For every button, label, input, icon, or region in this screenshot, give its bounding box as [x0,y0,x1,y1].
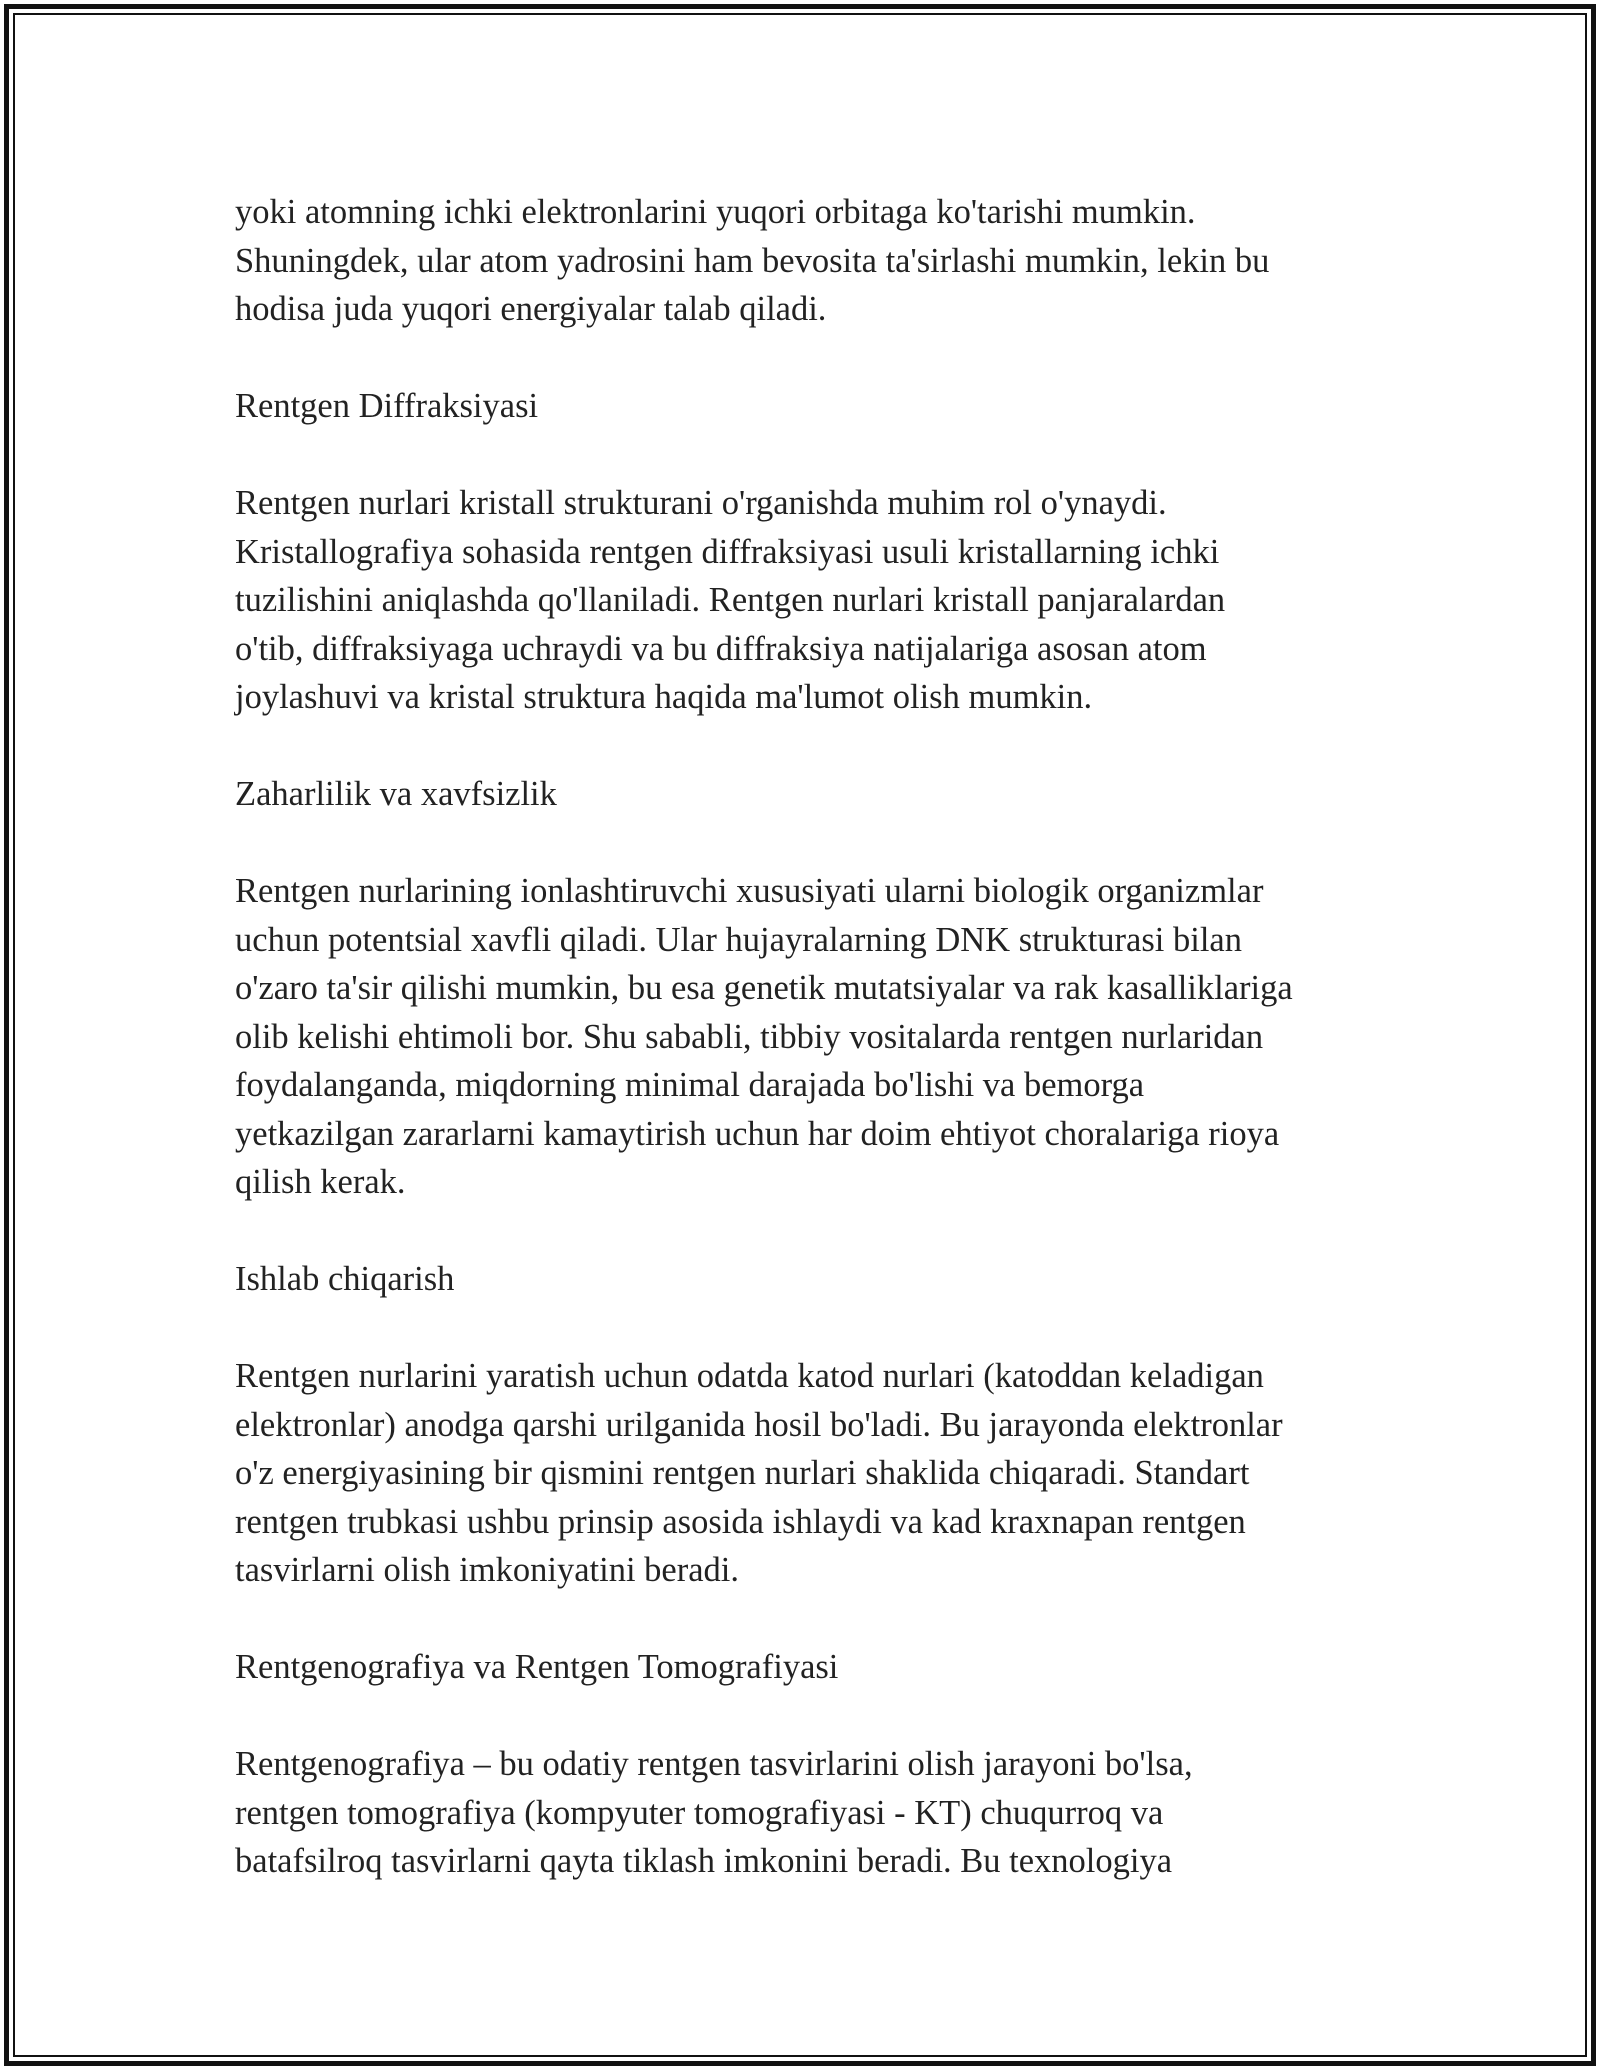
text-line: Zaharlilik va xavfsizlik [235,775,557,813]
text-line: elektronlar) anodga qarshi urilganida hosil bo'ladi. Bu jarayonda elektronlar [235,1405,1283,1444]
text-line: rentgen tomografiya (kompyuter tomografiyasi - KT) chuqurroq va [235,1793,1164,1832]
text-line: rentgen trubkasi ushbu prinsip asosida ishlaydi va kad kraxnapan rentgen [235,1502,1246,1541]
text-line: joylashuvi va kristal struktura haqida ma'lumot olish mumkin. [235,678,1093,716]
text-line: Kristallografiya sohasida rentgen diffraksiyasi usuli kristallarning ichki [235,532,1220,571]
body-paragraph [235,188,1365,334]
text-line: Ishlab chiqarish [235,1260,455,1298]
body-paragraph [235,1352,1365,1595]
text-line: tuzilishini aniqlashda qo'llaniladi. Rentgen nurlari kristall panjaralardan [235,581,1226,619]
text-line: o'z energiyasining bir qismini rentgen nurlari shaklida chiqaradi. Standart [235,1454,1250,1492]
body-paragraph [235,867,1365,1207]
text-line: Shuningdek, ular atom yadrosini ham bevosita ta'sirlashi mumkin, lekin bu [235,241,1270,280]
text-line: Rentgenografiya – bu odatiy rentgen tasvirlarini olish jarayoni bo'lsa, [235,1745,1193,1783]
document-body [235,188,1365,1934]
text-line: uchun potentsial xavfli qiladi. Ular hujayralarning DNK strukturasi bilan [235,920,1242,959]
text-line: Rentgen Diffraksiyasi [235,387,539,425]
section-heading [235,382,1365,431]
text-line: Rentgen nurlarini yaratish uchun odatda katod nurlari (katoddan keladigan [235,1357,1264,1395]
text-line: Rentgen nurlarining ionlashtiruvchi xususiyati ularni biologik organizmlar [235,872,1264,910]
text-line: tasvirlarni olish imkoniyatini beradi. [235,1551,739,1589]
text-line: olib kelishi ehtimoli bor. Shu sababli, tibbiy vositalarda rentgen nurlaridan [235,1017,1264,1056]
section-heading [235,1643,1365,1692]
text-line: hodisa juda yuqori energiyalar talab qiladi. [235,290,827,328]
text-line: Rentgenografiya va Rentgen Tomografiyasi [235,1648,839,1686]
text-line: foydalanganda, miqdorning minimal darajada bo'lishi va bemorga [235,1066,1145,1104]
text-line: batafsilroq tasvirlarni qayta tiklash imkonini beradi. Bu texnologiya [235,1842,1173,1880]
text-line: qilish kerak. [235,1163,406,1201]
section-heading [235,770,1365,819]
body-paragraph [235,1740,1365,1886]
body-paragraph [235,479,1365,722]
text-line: o'tib, diffraksiyaga uchraydi va bu diffraksiya natijalariga asosan atom [235,629,1207,668]
text-line: o'zaro ta'sir qilishi mumkin, bu esa genetik mutatsiyalar va rak kasalliklariga [235,969,1293,1007]
text-line: Rentgen nurlari kristall strukturani o'rganishda muhim rol o'ynaydi. [235,484,1167,522]
section-heading [235,1255,1365,1304]
text-line: yetkazilgan zararlarni kamaytirish uchun har doim ehtiyot choralariga rioya [235,1114,1280,1153]
text-line: yoki atomning ichki elektronlarini yuqori orbitaga ko'tarishi mumkin. [235,193,1196,231]
